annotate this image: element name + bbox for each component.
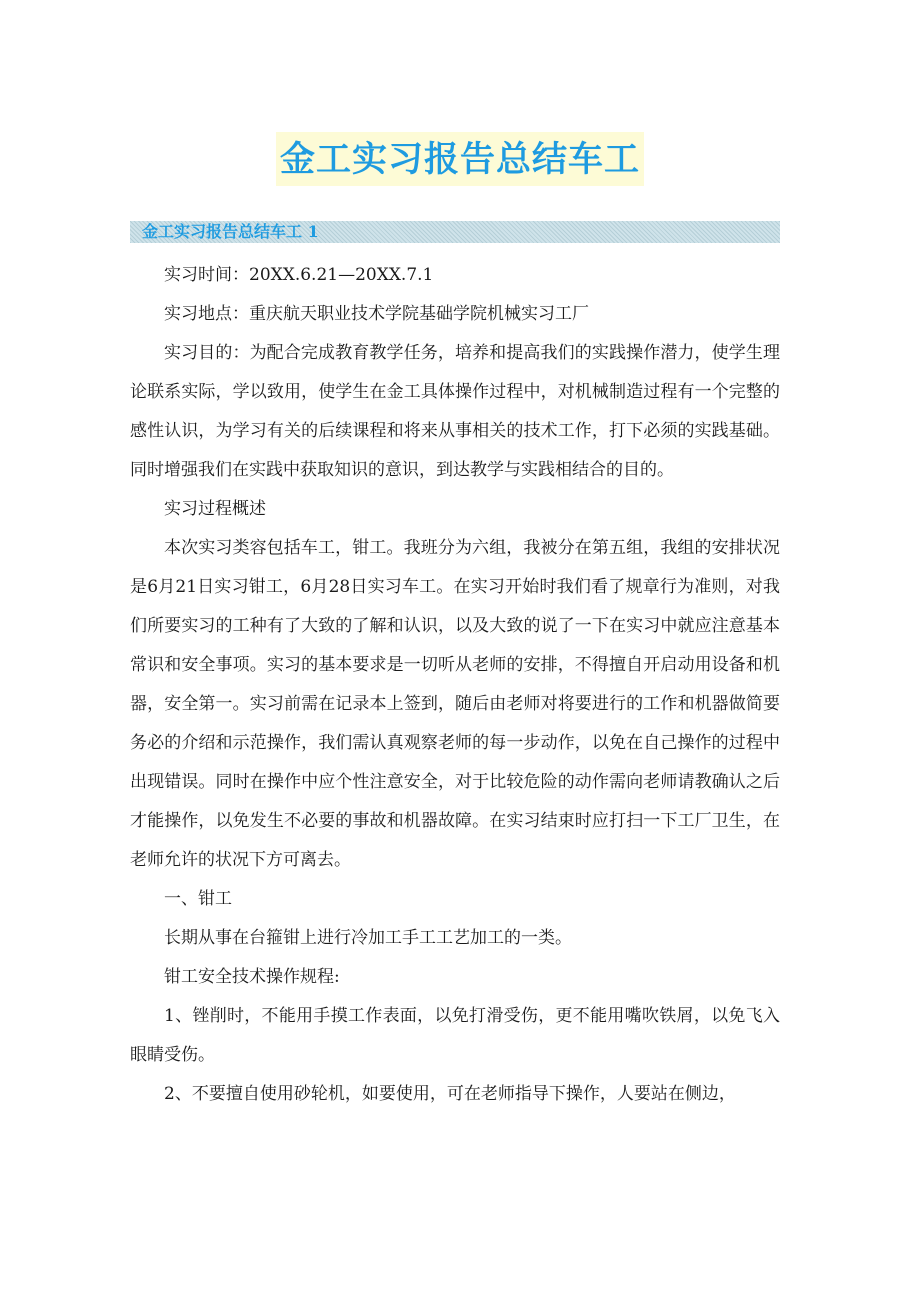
paragraph-safety-rule-1: 1、锉削时，不能用手摸工作表面，以免打滑受伤，更不能用嘴吹铁屑，以免飞入眼睛受伤。 (130, 1006, 780, 1065)
paragraph-internship-time: 实习时间：20XX.6.21—20XX.7.1 (164, 265, 434, 285)
document-body (130, 256, 780, 1114)
paragraph-safety-rules-heading: 钳工安全技术操作规程: (164, 967, 340, 987)
paragraph-internship-purpose: 实习目的：为配合完成教育教学任务，培养和提高我们的实践操作潜力，使学生理论联系实际，学以致用，使学生在金工具体操作过程中，对机械制造过程有一个完整的感性认识，为学习有关的后续课程和将来从事相关的技术工作，打下必须的实践基础。同时增强我们在实践中获取知识的意识，到达教学与实践相结合的目的。 (130, 343, 780, 480)
paragraph-process-overview-heading: 实习过程概述 (164, 499, 266, 519)
document-title (0, 132, 920, 186)
section-heading: 金工实习报告总结车工 1 (130, 221, 780, 243)
paragraph-fitter-description: 长期从事在台箍钳上进行冷加工手工工艺加工的一类。 (164, 928, 572, 948)
paragraph-fitter-heading: 一、钳工 (164, 889, 232, 909)
paragraph-safety-rule-2: 2、不要擅自使用砂轮机，如要使用，可在老师指导下操作，人要站在侧边， (164, 1084, 736, 1104)
paragraph-internship-location: 实习地点：重庆航天职业技术学院基础学院机械实习工厂 (164, 304, 589, 324)
paragraph-process-overview: 本次实习类容包括车工，钳工。我班分为六组，我被分在第五组，我组的安排状况是6月21日实习钳工，6月28日实习车工。在实习开始时我们看了规章行为准则，对我们所要实习的工种有了大致的了解和认识，以及大致的说了一下在实习中就应注意基本常识和安全事项。实习的基本要求是一切听从老师的安排，不得擅自开启动用设备和机器，安全第一。实习前需在记录本上签到，随后由老师对将要进行的工作和机器做简要务必的介绍和示范操作，我们需认真观察老师的每一步动作，以免在自己操作的过程中出现错误。同时在操作中应个性注意安全，对于比较危险的动作需向老师请教确认之后才能操作，以免发生不必要的事故和机器故障。在实习结束时应打扫一下工厂卫生，在老师允许的状况下方可离去。 (130, 538, 780, 870)
document-title-text: 金工实习报告总结车工 (276, 132, 644, 186)
